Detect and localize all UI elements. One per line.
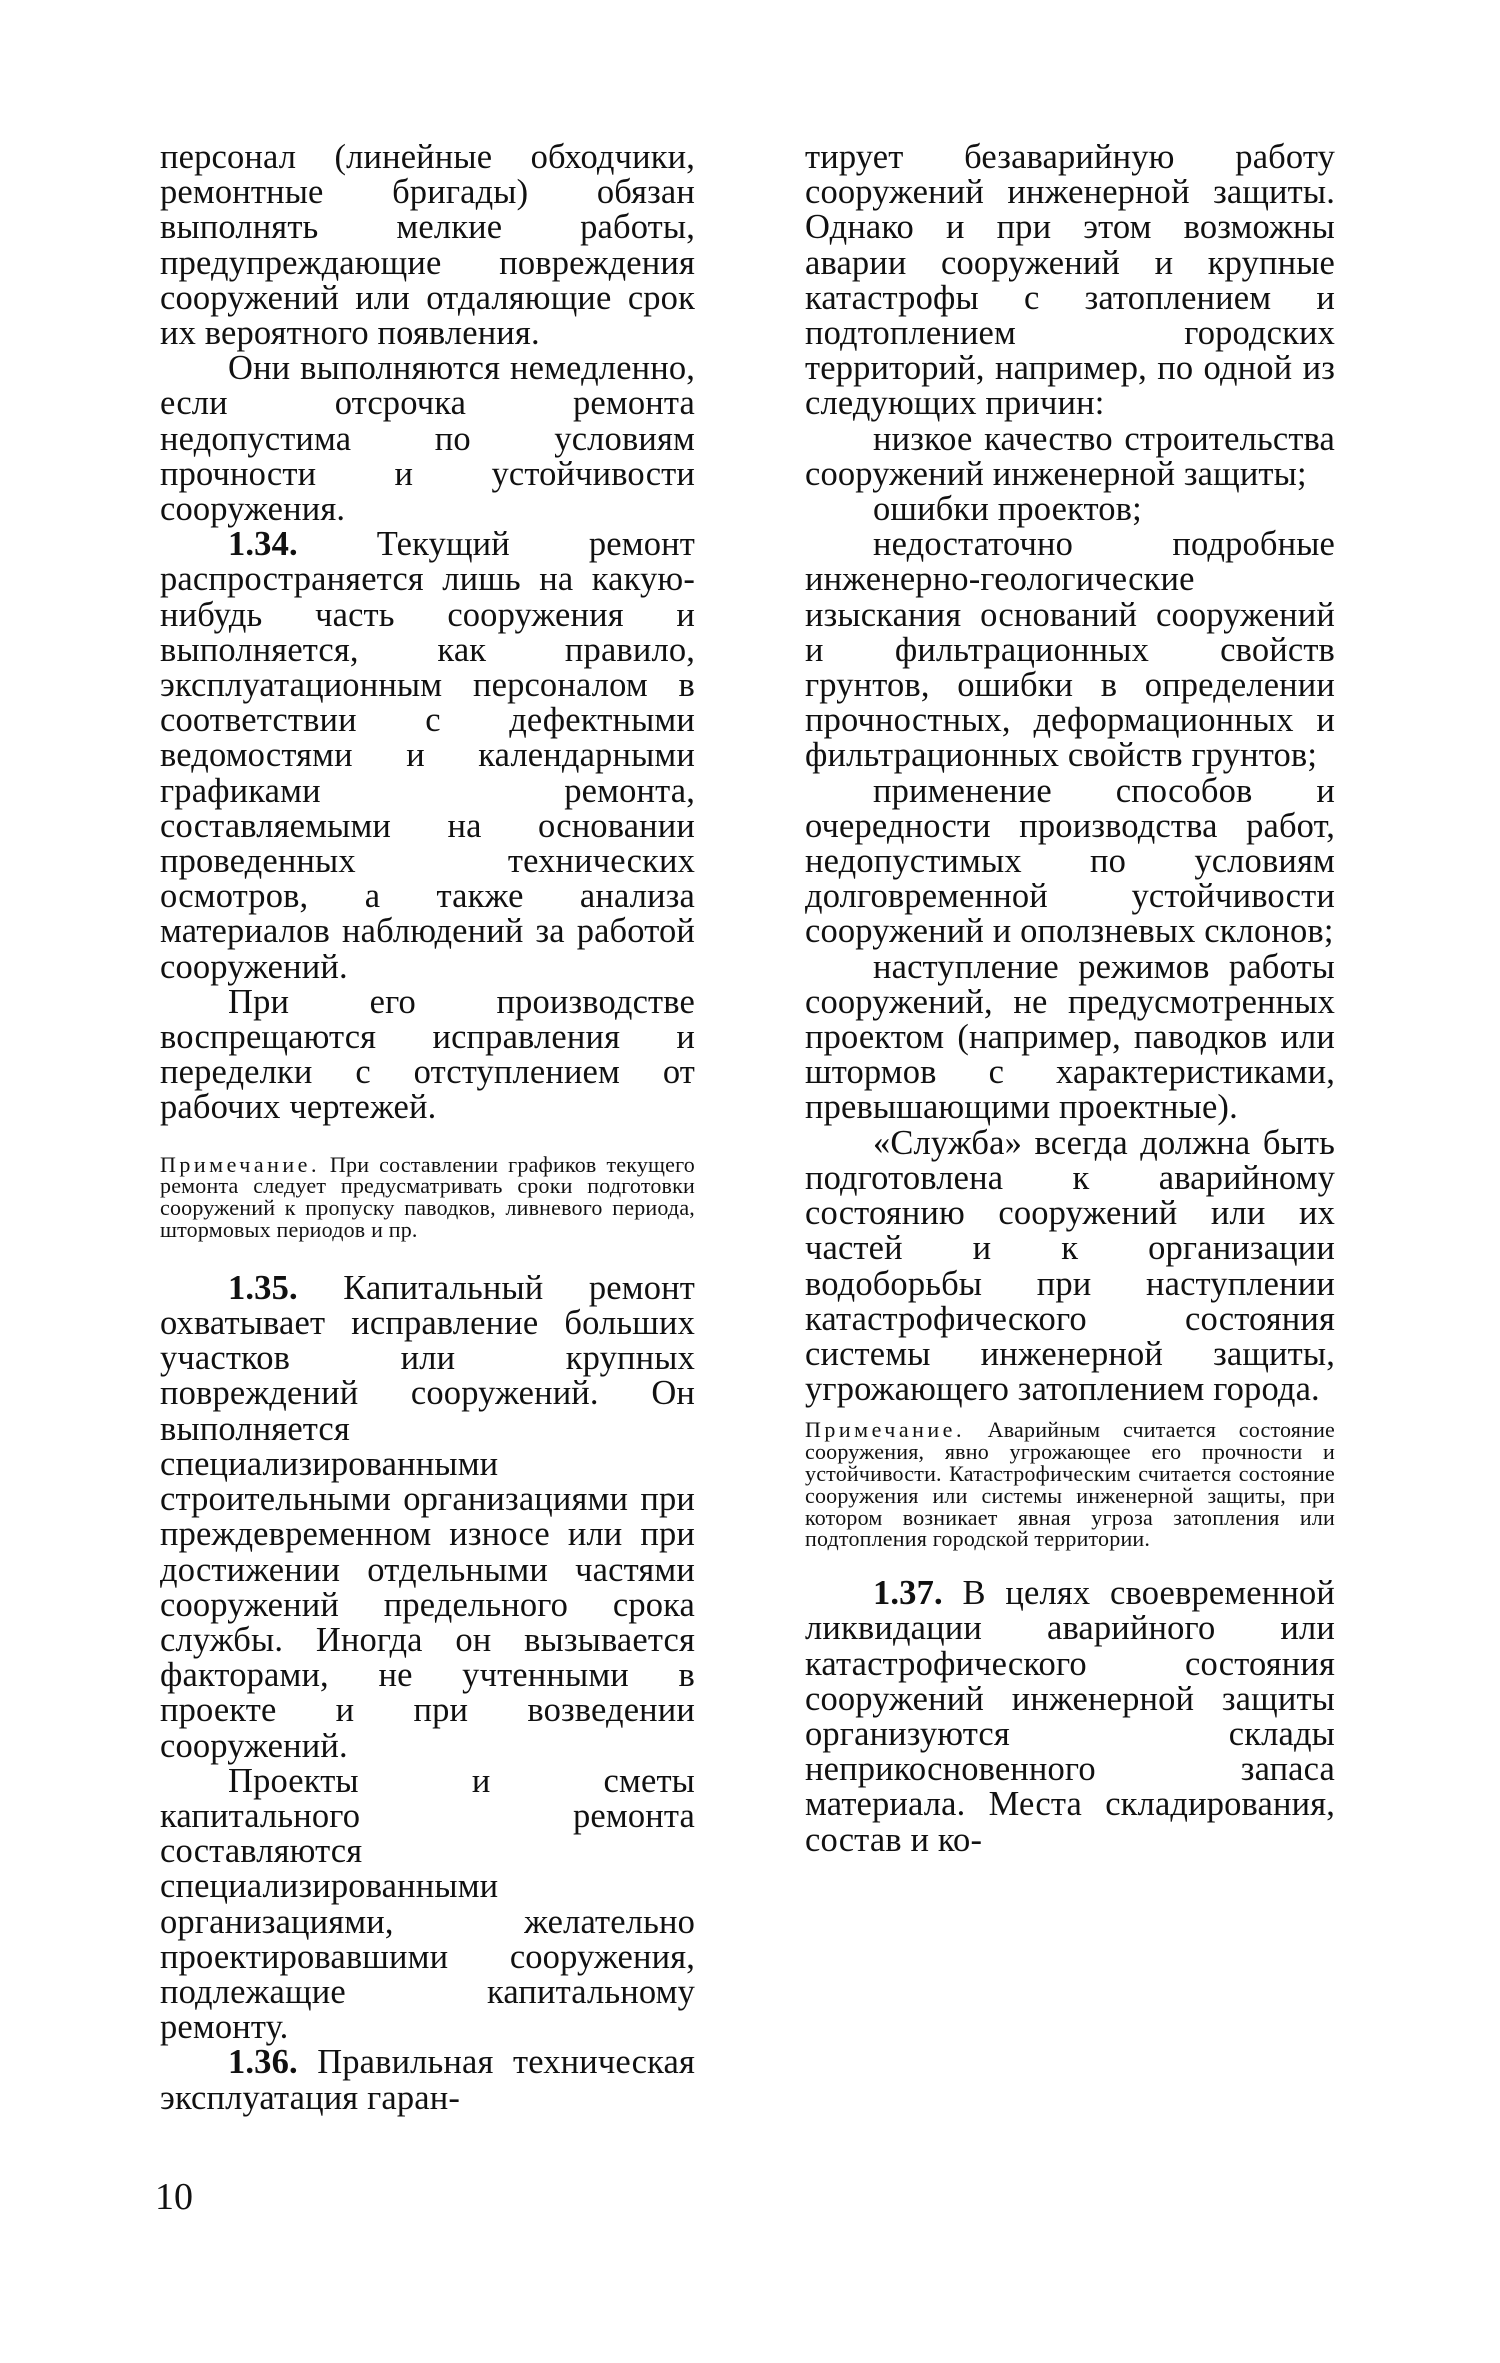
clause-text: Правильная техническая эксплуатация гаран- — [160, 2043, 695, 2117]
clause-text: В целях своевременной ликвидации аварийного или катастрофического состояния сооружений инженерной защиты организуются склады неприкосновенного запаса материала. Места складирования, состав и ко- — [805, 1574, 1335, 1859]
note-label: Примечание. — [805, 1417, 965, 1443]
cause-item: низкое качество строительства сооружений инженерной защиты; — [805, 419, 1335, 493]
note-label: Примечание. — [160, 1151, 320, 1177]
clause-text: Капитальный ремонт охватывает исправление больших участков или крупных повреждений сооружений. Он выполняется специализированными строительными организациями при преждевременном износе или при достижении отдельными частями сооружений предельного срока службы. Иногда он вызывается факторами, не учтенными в проекте и при возведении сооружений. — [160, 1268, 695, 1765]
paragraph-prohibitions: При его производстве воспрещаются исправления и переделки с отступлением от рабочих чертежей. — [160, 982, 695, 1127]
paragraph-projects-estimates: Проекты и сметы капитального ремонта составляются специализированными организациями, желательно проектировавшими сооружения, подлежащие капитальному ремонту. — [160, 1761, 695, 2047]
clause-number: 1.35. — [228, 1268, 298, 1307]
clause-1-36 — [160, 2045, 695, 2115]
clause-1-35 — [160, 1268, 695, 1765]
paragraph-personnel-continued: персонал (линейные обходчики, ремонтные бригады) обязан выполнять мелкие работы, предупреждающие повреждения сооружений или отдаляющие срок их вероятного появления. — [160, 138, 695, 353]
note-text: Аварийным считается состояние сооружения, явно угрожающее его прочности и устойчивости. Катастрофическим считается состояние сооружения или системы инженерной защиты, при котором возникает явная угроза затопления или подтопления городской территории. — [805, 1417, 1336, 1552]
note-emergency-definition — [805, 1419, 1335, 1550]
paragraph-immediate-execution: Они выполняются немедленно, если отсрочка ремонта недопустима по условиям прочности и устойчивости сооружения. — [160, 349, 695, 529]
clause-number: 1.36. — [228, 2043, 298, 2082]
right-column — [805, 140, 1335, 1858]
clause-1-37 — [805, 1576, 1335, 1858]
cause-item: применение способов и очередности производства работ, недопустимых по условиям долговременной устойчивости сооружений и оползневых склонов; — [805, 771, 1335, 951]
note-text: При составлении графиков текущего ремонта следует предусматривать сроки подготовки сооружений к пропуску паводков, ливневого периода, штормовых периодов и пр. — [160, 1151, 696, 1243]
clause-1-34 — [160, 527, 695, 985]
note-current-repair — [160, 1151, 696, 1243]
clause-text: Текущий ремонт распространяется лишь на какую-нибудь часть сооружения и выполняется, как правило, эксплуатационным персоналом в соответствии с дефектными ведомостями и календарными графиками ремонта, составляемыми на основании проведенных технических осмотров, а также анализа материалов наблюдений за работой сооружений. — [160, 525, 695, 986]
clause-number: 1.34. — [228, 525, 298, 564]
cause-item: наступление режимов работы сооружений, не предусмотренных проектом (например, паводков или штормов с характеристиками, превышающими проектные). — [805, 947, 1335, 1127]
cause-item: недостаточно подробные инженерно-геологические изыскания оснований сооружений и фильтрационных свойств грунтов, ошибки в определении прочностных, деформационных и фильтрационных свойств грунтов; — [805, 525, 1335, 775]
cause-item: ошибки проектов; — [873, 490, 1142, 529]
left-column — [160, 140, 695, 2116]
paragraph-guarantees-continued: тирует безаварийную работу сооружений инженерной защиты. Однако и при этом возможны аварии сооружений и крупные катастрофы с затоплением и подтоплением городских территорий, например, по одной из следующих причин: — [805, 138, 1335, 423]
paragraph-service-readiness: «Служба» всегда должна быть подготовлена к аварийному состоянию сооружений или их частей и к организации водоборьбы при наступлении катастрофического состояния системы инженерной защиты, угрожающего затоплением города. — [805, 1123, 1335, 1409]
page-number: 10 — [155, 2176, 193, 2218]
clause-number: 1.37. — [873, 1574, 943, 1613]
